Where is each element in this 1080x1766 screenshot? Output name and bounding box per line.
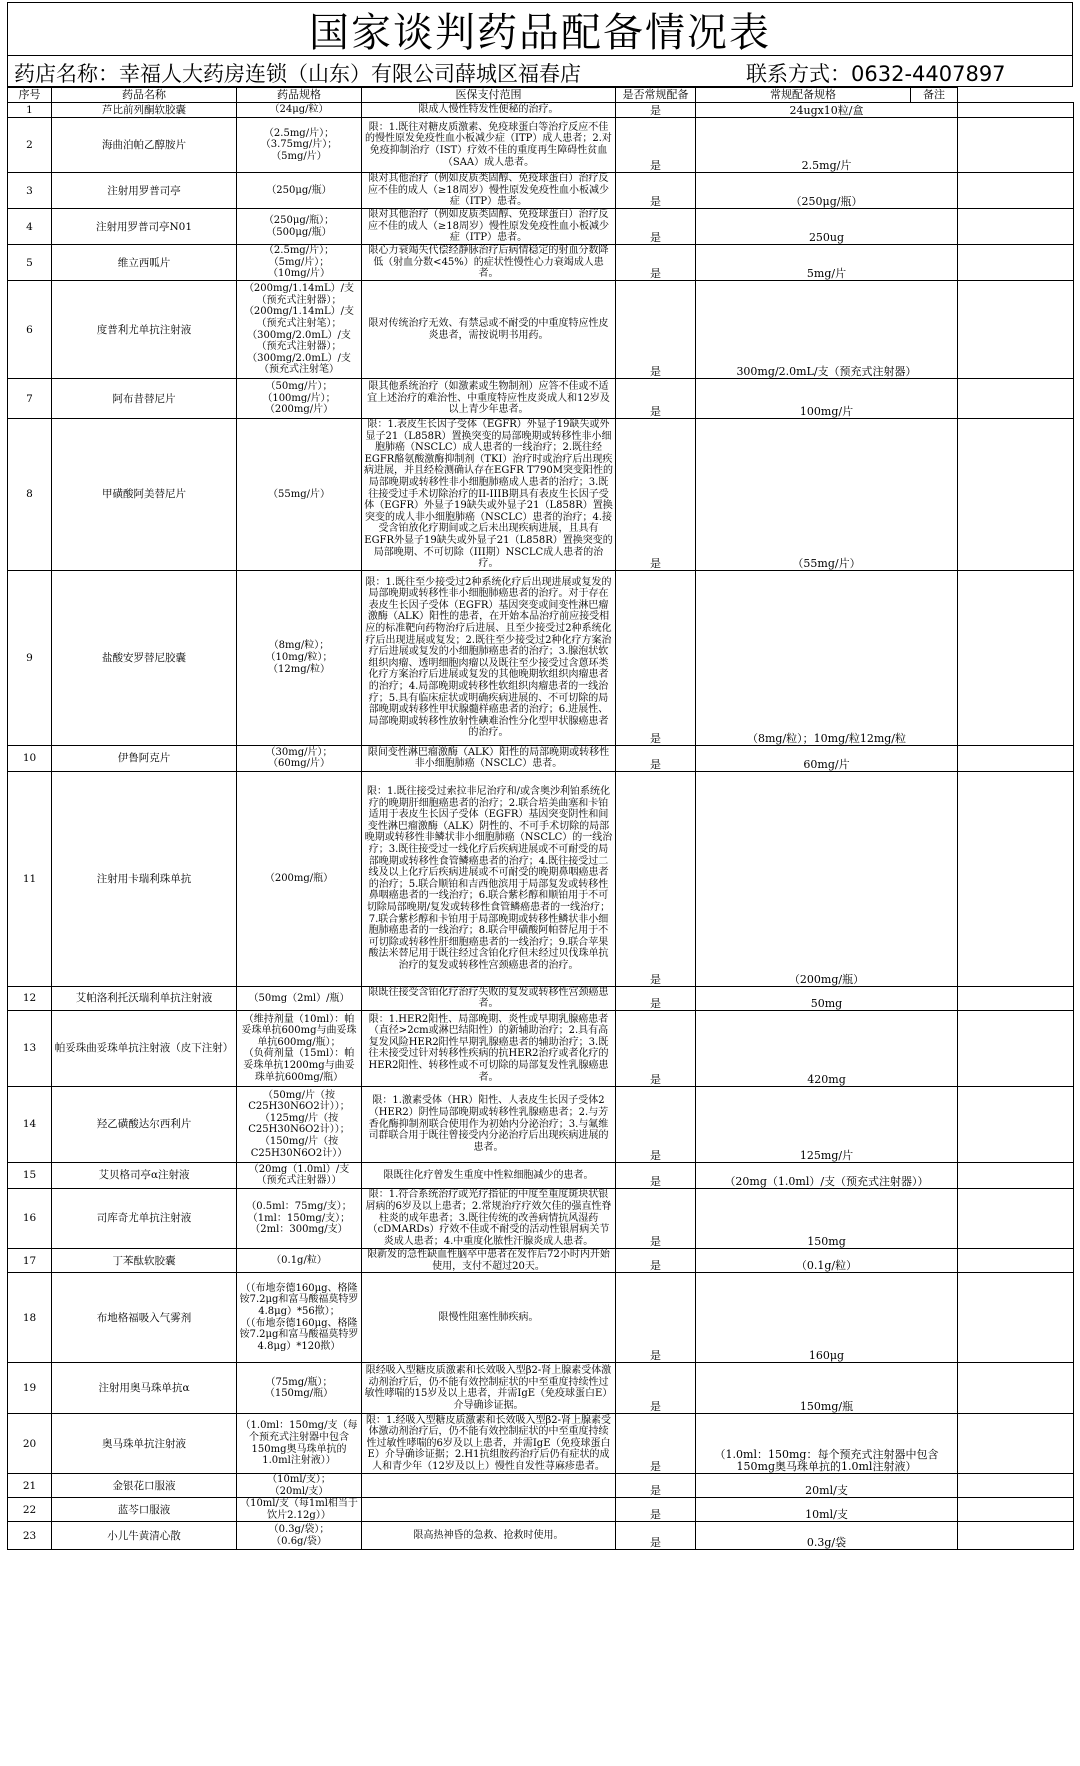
regular-spec: （55mg/片） — [696, 419, 958, 571]
table-row — [8, 1188, 1074, 1248]
insurance-scope: 限既往接受含铂化疗治疗失败的复发或转移性宫颈癌患者。 — [362, 986, 616, 1010]
insurance-scope — [362, 1474, 616, 1498]
drug-spec — [237, 281, 362, 379]
row-note — [958, 173, 1074, 209]
drug-spec-line: （20ml/支） — [269, 1485, 329, 1497]
table-row — [8, 1363, 1074, 1414]
regular-status: 是 — [616, 1086, 696, 1162]
drug-spec — [237, 379, 362, 419]
row-number: 1 — [8, 103, 52, 118]
regular-status: 是 — [616, 419, 696, 571]
drug-name: 芦比前列酮软胶囊 — [52, 103, 237, 118]
drug-name: 艾帕洛利托沃瑞利单抗注射液 — [52, 986, 237, 1010]
drug-name: 维立西呱片 — [52, 245, 237, 281]
regular-spec: （8mg/粒）；10mg/粒12mg/粒 — [696, 570, 958, 745]
contact-info: 联系方式：0632-4407897 — [746, 62, 1006, 86]
drug-spec-line: （1.0ml：150mg/支（每个预充式注射器中包含150mg奥马珠单抗的1.0ml注射液）） — [240, 1420, 358, 1467]
row-note — [958, 1498, 1074, 1522]
drug-spec-line: （10mg/粒）； — [265, 651, 333, 663]
insurance-scope: 限心力衰竭失代偿经静脉治疗后病情稳定的射血分数降低（射血分数<45%）的症状性慢性心力衰竭成人患者。 — [362, 245, 616, 281]
header-spec: 药品规格 — [237, 88, 362, 103]
drug-spec-line: （（布地奈德160μg、格隆铵7.2μg和富马酸福莫特罗4.8μg）*120揿） — [239, 1317, 359, 1352]
row-note — [958, 1162, 1074, 1188]
drug-spec-line: （150mg/片（按C25H30N6O2计）） — [250, 1136, 348, 1159]
regular-spec: （20mg（1.0ml）/支（预充式注射器）） — [696, 1162, 958, 1188]
drug-name: 海曲泊帕乙醇胺片 — [52, 118, 237, 173]
table-row — [8, 771, 1074, 986]
regular-spec: 250ug — [696, 209, 958, 245]
drug-spec — [237, 209, 362, 245]
drug-spec-line: （3.75mg/片）； — [260, 139, 338, 151]
header-no: 序号 — [8, 88, 52, 103]
row-note — [958, 1522, 1074, 1550]
regular-spec: 420mg — [696, 1010, 958, 1086]
regular-status: 是 — [616, 986, 696, 1010]
row-number: 21 — [8, 1474, 52, 1498]
drug-spec-line: （100mg/片）； — [262, 392, 336, 404]
row-note — [958, 570, 1074, 745]
page-title: 国家谈判药品配备情况表 — [7, 2, 1073, 56]
table-row — [8, 570, 1074, 745]
drug-name: 小儿牛黄清心散 — [52, 1522, 237, 1550]
regular-spec: （200mg/瓶） — [696, 771, 958, 986]
row-number: 13 — [8, 1010, 52, 1086]
regular-spec: 60mg/片 — [696, 745, 958, 771]
insurance-scope: 限对其他治疗（例如皮质类固醇、免疫球蛋白）治疗反应不佳的成人（≥18周岁）慢性原发免疫性血小板减少症（ITP）患者。 — [362, 209, 616, 245]
drug-spec-line: （0.5ml：75mg/支）； — [246, 1201, 352, 1213]
drug-spec-line: （12mg/粒） — [268, 663, 330, 675]
drug-spec — [237, 1248, 362, 1272]
drug-spec — [237, 1273, 362, 1363]
drug-spec-line: （0.3g/袋）； — [268, 1524, 330, 1536]
row-number: 9 — [8, 570, 52, 745]
table-row — [8, 1498, 1074, 1522]
regular-spec: 100mg/片 — [696, 379, 958, 419]
table-row — [8, 1162, 1074, 1188]
insurance-scope: 限对其他治疗（例如皮质类固醇、免疫球蛋白）治疗反应不佳的成人（≥18周岁）慢性原发免疫性血小板减少症（ITP）患者。 — [362, 173, 616, 209]
row-number: 20 — [8, 1414, 52, 1474]
row-number: 12 — [8, 986, 52, 1010]
header-note: 备注 — [911, 88, 958, 103]
row-note — [958, 1474, 1074, 1498]
drug-spec-line: （150mg/瓶） — [264, 1388, 334, 1400]
insurance-scope: 限高热神昏的急救、抢救时使用。 — [362, 1522, 616, 1550]
drug-spec — [237, 570, 362, 745]
insurance-scope: 限：1.激素受体（HR）阳性、人表皮生长因子受体2（HER2）阴性局部晚期或转移性乳腺癌患者；2.与芳香化酶抑制剂联合使用作为初始内分泌治疗；3.与氟维司群联合用于既往曾接受内分泌治疗后出现疾病进展的患者。 — [362, 1086, 616, 1162]
drug-spec-line: （5mg/片）； — [268, 256, 330, 268]
row-number: 22 — [8, 1498, 52, 1522]
insurance-scope: 限间变性淋巴瘤激酶（ALK）阳性的局部晚期或转移性非小细胞肺癌（NSCLC）患者。 — [362, 745, 616, 771]
table-row — [8, 1474, 1074, 1498]
regular-spec: 24ugx10粒/盒 — [696, 103, 958, 118]
row-number: 16 — [8, 1188, 52, 1248]
regular-status: 是 — [616, 379, 696, 419]
drug-spec — [237, 1363, 362, 1414]
drug-name: 司库奇尤单抗注射液 — [52, 1188, 237, 1248]
row-note — [958, 379, 1074, 419]
drug-spec-line: （300mg/2.0mL）/支（预充式注射器）； — [247, 329, 351, 353]
drug-spec-line: （50mg/片（按C25H30N6O2计））； — [248, 1089, 350, 1113]
row-note — [958, 1086, 1074, 1162]
insurance-scope: 限既往化疗曾发生重度中性粒细胞减少的患者。 — [362, 1162, 616, 1188]
drug-spec-line: （75mg/瓶）； — [265, 1376, 333, 1388]
drug-spec-line: （250μg/瓶）； — [263, 214, 335, 226]
row-note — [958, 1273, 1074, 1363]
regular-status: 是 — [616, 1273, 696, 1363]
row-note — [958, 103, 1074, 118]
insurance-scope: 限：1.HER2阳性、局部晚期、炎性或早期乳腺癌患者（直径>2cm或淋巴结阳性）的新辅助治疗；2.具有高复发风险HER2阳性早期乳腺癌患者的辅助治疗；3.既往未接受过针对转移性疾病的抗HER2治疗或者化疗的HER2阳性、转移性或不可切除的局部复发性乳腺癌患者。 — [362, 1010, 616, 1086]
drug-spec-line: （50mg/片）； — [265, 381, 333, 393]
regular-spec: 160μg — [696, 1273, 958, 1363]
table-row — [8, 1086, 1074, 1162]
drug-spec-line: （300mg/2.0mL）/支（预充式注射笔） — [247, 352, 351, 376]
table-row — [8, 379, 1074, 419]
header-scope: 医保支付范围 — [362, 88, 616, 103]
table-row — [8, 281, 1074, 379]
regular-status: 是 — [616, 1522, 696, 1550]
regular-status: 是 — [616, 1474, 696, 1498]
drug-spec-line: （250μg/瓶） — [266, 184, 332, 196]
drug-spec-line: （10mg/片） — [268, 268, 330, 280]
row-number: 8 — [8, 419, 52, 571]
drug-spec-line: （8mg/粒）； — [268, 640, 330, 652]
drug-spec — [237, 1474, 362, 1498]
regular-status: 是 — [616, 1498, 696, 1522]
drug-spec — [237, 1498, 362, 1522]
drug-spec-line: （10ml/支（每1ml相当于饮片2.12g）） — [240, 1498, 358, 1521]
regular-status: 是 — [616, 245, 696, 281]
drug-spec — [237, 745, 362, 771]
drug-spec-line: （30mg/片）； — [265, 746, 333, 758]
regular-spec: 10ml/支 — [696, 1498, 958, 1522]
regular-status: 是 — [616, 771, 696, 986]
drug-spec-line: （10ml/支）； — [267, 1474, 331, 1486]
table-row — [8, 1414, 1074, 1474]
regular-spec: 2.5mg/片 — [696, 118, 958, 173]
row-note — [958, 209, 1074, 245]
drug-spec — [237, 245, 362, 281]
drug-name: 艾贝格司亭α注射液 — [52, 1162, 237, 1188]
regular-spec: 150mg — [696, 1188, 958, 1248]
drug-spec — [237, 103, 362, 118]
drug-spec-line: （0.1g/粒） — [271, 1254, 327, 1266]
row-number: 15 — [8, 1162, 52, 1188]
regular-spec: （1.0ml：150mg：每个预充式注射器中包含150mg奥马珠单抗的1.0ml注射液） — [696, 1414, 958, 1474]
row-number: 2 — [8, 118, 52, 173]
drug-spec-line: （维持剂量（10ml）：帕妥珠单抗600mg与曲妥珠单抗600mg/瓶）； — [241, 1013, 357, 1048]
row-number: 5 — [8, 245, 52, 281]
table-row — [8, 1522, 1074, 1550]
row-note — [958, 986, 1074, 1010]
drug-spec — [237, 1162, 362, 1188]
insurance-scope: 限对传统治疗无效、有禁忌或不耐受的中重度特应性皮炎患者，需按说明书用药。 — [362, 281, 616, 379]
table-row — [8, 1248, 1074, 1272]
row-note — [958, 745, 1074, 771]
drug-spec — [237, 1522, 362, 1550]
row-note — [958, 245, 1074, 281]
insurance-scope: 限：1.既往至少接受过2种系统化疗后出现进展或复发的局部晚期或转移性非小细胞肺癌患者的治疗。对于存在表皮生长因子受体（EGFR）基因突变或间变性淋巴瘤激酶（ALK）阳性的患者，在开始本品治疗前应接受相应的标准靶向药物治疗后进展、且至少接受过2种系统化疗后出现进展或复发；2.既往至少接受过2种化疗方案治疗后进展或复发的小细胞肺癌患者的治疗；3.腺泡状软组织肉瘤、透明细胞肉瘤以及既往至少接受过含蒽环类化疗方案治疗后进展或复发的其他晚期软组织肉瘤患者的治疗；4.局部晚期或转移性软组织肉瘤患者的一线治疗；5.具有临床症状或明确疾病进展的、不可切除的局部晚期或转移性甲状腺髓样癌患者的治疗；6.进展性、局部晚期或转移性放射性碘难治性分化型甲状腺癌患者的治疗。 — [362, 570, 616, 745]
regular-spec: 20ml/支 — [696, 1474, 958, 1498]
drug-spec-line: （负荷剂量（15ml）：帕妥珠单抗1200mg与曲妥珠单抗600mg/瓶） — [243, 1048, 355, 1083]
drug-spec-line: （50mg（2ml）/瓶） — [248, 992, 350, 1004]
drug-spec — [237, 419, 362, 571]
table-header-row — [8, 88, 1074, 103]
drug-spec-line: （2.5mg/片）； — [263, 127, 335, 139]
regular-status: 是 — [616, 103, 696, 118]
drug-spec-line: （5mg/片） — [271, 150, 327, 162]
row-number: 4 — [8, 209, 52, 245]
insurance-scope: 限经吸入型糖皮质激素和长效吸入型β2-肾上腺素受体激动剂治疗后，仍不能有效控制症状的中至重度持续性过敏性哮喘的15岁及以上患者，并需IgE（免疫球蛋白E）介导确诊证据。 — [362, 1363, 616, 1414]
drug-name: 盐酸安罗替尼胶囊 — [52, 570, 237, 745]
regular-spec: 125mg/片 — [696, 1086, 958, 1162]
regular-spec: 150mg/瓶 — [696, 1363, 958, 1414]
regular-spec: 300mg/2.0mL/支（预充式注射器） — [696, 281, 958, 379]
regular-spec: （250μg/瓶） — [696, 173, 958, 209]
drug-spec — [237, 173, 362, 209]
insurance-scope: 限：1.符合系统治疗或光疗指征的中度至重度斑块状银屑病的6岁及以上患者；2.常规治疗疗效欠佳的强直性脊柱炎的成年患者；3.既往传统的改善病情抗风湿药（cDMARDs）疗效不佳或不耐受的活动性银屑病关节炎成人患者；4.中重度化脓性汗腺炎成人患者。 — [362, 1188, 616, 1248]
drug-name: 奥马珠单抗注射液 — [52, 1414, 237, 1474]
drug-spec-line: （200mg/瓶） — [264, 872, 334, 884]
table-row — [8, 1010, 1074, 1086]
drug-name: 注射用罗普司亭 — [52, 173, 237, 209]
row-number: 17 — [8, 1248, 52, 1272]
row-number: 14 — [8, 1086, 52, 1162]
regular-status: 是 — [616, 209, 696, 245]
table-row — [8, 118, 1074, 173]
row-note — [958, 1414, 1074, 1474]
header-status: 是否常规配备 — [616, 88, 696, 103]
drug-name: 度普利尤单抗注射液 — [52, 281, 237, 379]
drug-spec-line: （200mg/1.14mL）/支（预充式注射器）； — [243, 283, 355, 306]
drug-spec-line: （200mg/片） — [264, 404, 334, 416]
row-note — [958, 1188, 1074, 1248]
store-name: 药店名称：幸福人大药房连锁（山东）有限公司薛城区福春店 — [14, 62, 581, 86]
regular-status: 是 — [616, 1363, 696, 1414]
drug-table — [7, 87, 1074, 1550]
drug-spec — [237, 118, 362, 173]
drug-spec-line: （500μg/瓶） — [266, 226, 332, 238]
regular-status: 是 — [616, 281, 696, 379]
regular-spec: 5mg/片 — [696, 245, 958, 281]
insurance-scope: 限：1.既往接受过索拉非尼治疗和/或含奥沙利铂系统化疗的晚期肝细胞癌患者的治疗；2.联合培美曲塞和卡铂适用于表皮生长因子受体（EGFR）基因突变阴性和间变性淋巴瘤激酶（ALK）阴性的、不可手术切除的局部晚期或转移性非鳞状非小细胞肺癌（NSCLC）的一线治疗；3.既往接受过一线化疗后疾病进展或不可耐受的局部晚期或转移性食管鳞癌患者的治疗；4.既往接受过二线及以上化疗后疾病进展或不可耐受的晚期鼻咽癌患者的治疗；5.联合顺铂和吉西他滨用于局部复发或转移性鼻咽癌患者的一线治疗；6.联合紫杉醇和顺铂用于不可切除局部晚期/复发或转移性食管鳞癌患者的一线治疗；7.联合紫杉醇和卡铂用于局部晚期或转移性鳞状非小细胞肺癌患者的一线治疗；8.联合甲磺酸阿帕替尼用于不可切除或转移性肝细胞癌患者的一线治疗；9.联合苹果酸法米替尼用于既往经过含铂化疗但未经过贝伐珠单抗治疗的复发或转移性宫颈癌患者的治疗。 — [362, 771, 616, 986]
drug-spec-line: （（布地奈德160μg、格隆铵7.2μg和富马酸福莫特罗4.8μg）*56揿）； — [239, 1282, 359, 1317]
sheet — [7, 2, 1073, 1550]
drug-name: 甲磺酸阿美替尼片 — [52, 419, 237, 571]
regular-status: 是 — [616, 1414, 696, 1474]
insurance-scope: 限：1.经吸入型糖皮质激素和长效吸入型β2-肾上腺素受体激动剂治疗后，仍不能有效控制症状的中至重度持续性过敏性哮喘的6岁及以上患者，并需IgE（免疫球蛋白E）介导确诊证据；2.H1抗组胺药治疗后仍有症状的成人和青少年（12岁及以上）慢性自发性荨麻疹患者。 — [362, 1414, 616, 1474]
drug-name: 丁苯酞软胶囊 — [52, 1248, 237, 1272]
row-number: 19 — [8, 1363, 52, 1414]
regular-status: 是 — [616, 1162, 696, 1188]
row-number: 10 — [8, 745, 52, 771]
drug-name: 帕妥珠曲妥珠单抗注射液（皮下注射） — [52, 1010, 237, 1086]
insurance-scope: 限其他系统治疗（如激素或生物制剂）应答不佳或不适宜上述治疗的难治性、中重度特应性皮炎成人和12岁及以上青少年患者。 — [362, 379, 616, 419]
drug-spec — [237, 986, 362, 1010]
regular-spec: 0.3g/袋 — [696, 1522, 958, 1550]
insurance-scope: 限成人慢性特发性便秘的治疗。 — [362, 103, 616, 118]
header-regular-spec: 常规配备规格 — [696, 88, 911, 103]
insurance-scope: 限：1.既往对糖皮质激素、免疫球蛋白等治疗反应不佳的慢性原发免疫性血小板减少症（ITP）成人患者；2.对免疫抑制治疗（IST）疗效不佳的重度再生障碍性贫血（SAA）成人患者。 — [362, 118, 616, 173]
store-info-bar — [7, 56, 1073, 87]
table-row — [8, 1273, 1074, 1363]
insurance-scope: 限新发的急性缺血性脑卒中患者在发作后72小时内开始使用，支付不超过20天。 — [362, 1248, 616, 1272]
header-name: 药品名称 — [52, 88, 237, 103]
table-row — [8, 986, 1074, 1010]
row-note — [958, 771, 1074, 986]
row-note — [958, 1248, 1074, 1272]
drug-name: 注射用卡瑞利珠单抗 — [52, 771, 237, 986]
regular-status: 是 — [616, 1248, 696, 1272]
drug-spec-line: （55mg/片） — [268, 488, 330, 500]
drug-spec-line: （125mg/片（按C25H30N6O2计））； — [248, 1112, 350, 1136]
drug-name: 阿布昔替尼片 — [52, 379, 237, 419]
table-row — [8, 103, 1074, 118]
drug-name: 伊鲁阿克片 — [52, 745, 237, 771]
table-row — [8, 209, 1074, 245]
table-row — [8, 745, 1074, 771]
drug-spec-line: （2.5mg/片）； — [263, 245, 335, 257]
row-number: 6 — [8, 281, 52, 379]
drug-spec — [237, 1086, 362, 1162]
row-note — [958, 419, 1074, 571]
regular-status: 是 — [616, 118, 696, 173]
row-number: 11 — [8, 771, 52, 986]
table-row — [8, 419, 1074, 571]
regular-status: 是 — [616, 1010, 696, 1086]
drug-spec-line: （60mg/片） — [268, 758, 330, 770]
row-note — [958, 1363, 1074, 1414]
drug-spec-line: （200mg/1.14mL）/支（预充式注射笔）； — [243, 306, 355, 329]
row-number: 18 — [8, 1273, 52, 1363]
insurance-scope: 限：1.表皮生长因子受体（EGFR）外显子19缺失或外显子21（L858R）置换突变的局部晚期或转移性非小细胞肺癌（NSCLC）成人患者的一线治疗；2.既往经EGFR酪氨酸激酶抑制剂（TKI）治疗时或治疗后出现疾病进展，并且经检测确认存在EGFR T790M突变阳性的局部晚期或转移性非小细胞肺癌成人患者的治疗；3.既往接受过手术切除治疗的II-IIIB期具有表皮生长因子受体（EGFR）外显子19缺失或外显子21（L858R）置换突变的成人非小细胞肺癌（NSCLC）患者的治疗；4.接受含铂放化疗期间或之后未出现疾病进展，且具有EGFR外显子19缺失或外显子21（L858R）置换突变的局部晚期、不可切除（III期）NSCLC成人患者的治疗。 — [362, 419, 616, 571]
regular-status: 是 — [616, 1188, 696, 1248]
drug-spec-line: （24μg/粒） — [269, 104, 329, 116]
drug-spec — [237, 1188, 362, 1248]
drug-name: 羟乙磺酸达尔西利片 — [52, 1086, 237, 1162]
drug-spec-line: （2ml：300mg/支） — [250, 1224, 348, 1236]
drug-spec — [237, 1010, 362, 1086]
drug-name: 注射用奥马珠单抗α — [52, 1363, 237, 1414]
insurance-scope — [362, 1498, 616, 1522]
regular-spec: 50mg — [696, 986, 958, 1010]
insurance-scope: 限慢性阻塞性肺疾病。 — [362, 1273, 616, 1363]
row-number: 23 — [8, 1522, 52, 1550]
regular-status: 是 — [616, 173, 696, 209]
drug-spec-line: （0.6g/袋） — [271, 1535, 327, 1547]
table-row — [8, 173, 1074, 209]
row-note — [958, 118, 1074, 173]
row-note — [958, 1010, 1074, 1086]
row-number: 3 — [8, 173, 52, 209]
drug-spec — [237, 771, 362, 986]
drug-spec-line: （1ml：150mg/支）； — [247, 1212, 351, 1224]
drug-name: 注射用罗普司亭N01 — [52, 209, 237, 245]
drug-spec-line: （20mg（1.0ml）/支（预充式注射器）） — [248, 1163, 350, 1187]
row-note — [958, 281, 1074, 379]
drug-spec — [237, 1414, 362, 1474]
drug-name: 蓝芩口服液 — [52, 1498, 237, 1522]
drug-name: 金银花口服液 — [52, 1474, 237, 1498]
drug-name: 布地格福吸入气雾剂 — [52, 1273, 237, 1363]
regular-spec: （0.1g/粒） — [696, 1248, 958, 1272]
row-number: 7 — [8, 379, 52, 419]
regular-status: 是 — [616, 570, 696, 745]
table-row — [8, 245, 1074, 281]
regular-status: 是 — [616, 745, 696, 771]
